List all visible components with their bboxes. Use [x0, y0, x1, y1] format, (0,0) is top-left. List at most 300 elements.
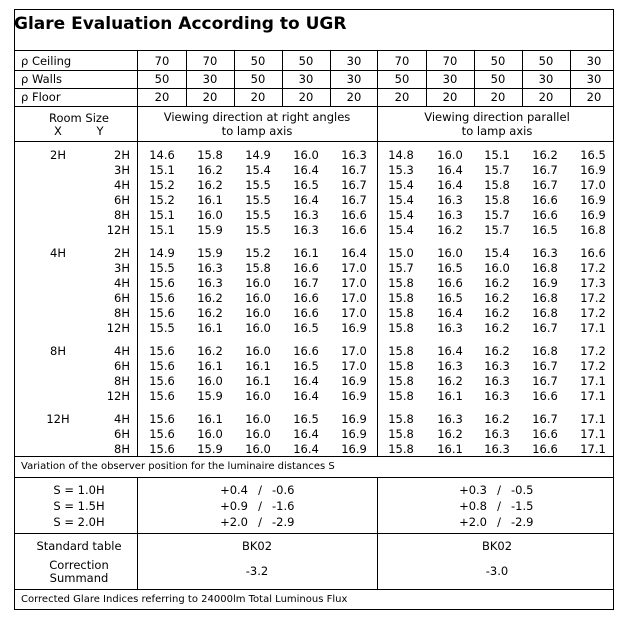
ugr-value: 16.6 — [293, 306, 319, 320]
ugr-value: 17.0 — [341, 344, 367, 358]
ugr-value: 15.6 — [149, 412, 175, 426]
room-x-value: 4H — [50, 246, 66, 260]
variation-right-plus: +2.0 — [220, 515, 248, 529]
ugr-value: 17.2 — [580, 306, 606, 320]
ugr-value: 15.2 — [149, 193, 175, 207]
ugr-value: 15.1 — [149, 163, 175, 177]
ugr-value: 16.0 — [197, 427, 223, 441]
ugr-value: 15.6 — [149, 291, 175, 305]
ugr-value: 16.6 — [293, 291, 319, 305]
rule-below-walls — [14, 88, 614, 89]
room-y-value: 6H — [114, 359, 130, 373]
ugr-value: 17.1 — [580, 412, 606, 426]
variation-parallel-sep: / — [497, 515, 501, 529]
ugr-value: 15.9 — [197, 389, 223, 403]
reflectance-ceiling-value: 50 — [298, 54, 314, 68]
ugr-value: 16.4 — [341, 246, 367, 260]
room-y-value: 8H — [114, 306, 130, 320]
ugr-value: 16.3 — [532, 246, 558, 260]
ugr-value: 16.8 — [532, 261, 558, 275]
ugr-value: 16.0 — [437, 246, 463, 260]
ugr-value: 16.3 — [293, 223, 319, 237]
room-y-value: 6H — [114, 427, 130, 441]
standard-table-right: BK02 — [241, 539, 273, 553]
ugr-value: 15.8 — [388, 427, 414, 441]
ugr-value: 15.9 — [197, 246, 223, 260]
ugr-value: 15.7 — [388, 261, 414, 275]
variation-s-label: S = 1.5H — [53, 499, 105, 513]
reflectance-walls-value: 30 — [586, 72, 602, 86]
variation-right-sep: / — [258, 483, 262, 497]
variation-parallel-sep: / — [497, 499, 501, 513]
ugr-value: 16.7 — [341, 193, 367, 207]
ugr-value: 16.7 — [532, 359, 558, 373]
ugr-value: 16.0 — [245, 306, 271, 320]
room-y-value: 3H — [114, 163, 130, 177]
refl-col-divider — [330, 50, 331, 106]
variation-parallel-minus: -2.9 — [511, 515, 534, 529]
ugr-value: 14.6 — [149, 148, 175, 162]
room-y-value: 3H — [114, 261, 130, 275]
ugr-value: 16.9 — [341, 321, 367, 335]
reflectance-floor-value: 20 — [202, 90, 218, 104]
ugr-value: 15.7 — [484, 163, 510, 177]
variation-parallel-sep: / — [497, 483, 501, 497]
room-y-value: 4H — [114, 344, 130, 358]
ugr-value: 15.6 — [149, 276, 175, 290]
ugr-value: 16.9 — [580, 193, 606, 207]
room-y-value: 12H — [106, 223, 130, 237]
reflectance-walls-value: 30 — [298, 72, 314, 86]
variation-parallel-minus: -1.5 — [511, 499, 534, 513]
ugr-value: 16.3 — [437, 412, 463, 426]
reflectance-floor-value: 20 — [538, 90, 554, 104]
ugr-value: 15.8 — [388, 412, 414, 426]
ugr-value: 16.5 — [437, 261, 463, 275]
ugr-value: 16.6 — [293, 344, 319, 358]
room-y-value: 2H — [114, 246, 130, 260]
ugr-value: 16.7 — [341, 178, 367, 192]
variation-caption: Variation of the observer position for the luminaire distances S — [21, 461, 335, 472]
correction-right: -3.2 — [245, 564, 269, 578]
rule-below-ceiling — [14, 70, 614, 71]
ugr-value: 15.8 — [245, 261, 271, 275]
ugr-value: 16.1 — [197, 193, 223, 207]
ugr-value: 15.9 — [197, 442, 223, 456]
reflectance-ceiling-value: 50 — [490, 54, 506, 68]
ugr-value: 15.8 — [388, 359, 414, 373]
ugr-value: 16.9 — [532, 276, 558, 290]
col-divider-label-lower — [137, 477, 138, 589]
ugr-value: 17.0 — [341, 359, 367, 373]
ugr-value: 16.6 — [293, 261, 319, 275]
ugr-value: 16.0 — [245, 427, 271, 441]
ugr-value: 15.8 — [388, 321, 414, 335]
ugr-value: 15.0 — [388, 246, 414, 260]
ugr-value: 15.8 — [484, 178, 510, 192]
ugr-value: 16.8 — [580, 223, 606, 237]
room-y-value: 4H — [114, 178, 130, 192]
ugr-value: 16.0 — [197, 208, 223, 222]
ugr-value: 16.1 — [437, 442, 463, 456]
ugr-value: 17.2 — [580, 291, 606, 305]
ugr-value: 16.7 — [532, 374, 558, 388]
room-y-value: 8H — [114, 374, 130, 388]
variation-right-minus: -2.9 — [272, 515, 295, 529]
ugr-value: 16.4 — [293, 427, 319, 441]
ugr-value: 15.1 — [149, 223, 175, 237]
ugr-value: 14.8 — [388, 148, 414, 162]
ugr-value: 16.0 — [245, 321, 271, 335]
ugr-value: 16.4 — [437, 178, 463, 192]
ugr-value: 16.6 — [532, 193, 558, 207]
reflectance-floor-value: 20 — [442, 90, 458, 104]
col-divider-direction-lower — [377, 477, 378, 589]
ugr-value: 15.6 — [149, 442, 175, 456]
room-y-value: 12H — [106, 389, 130, 403]
ugr-value: 16.2 — [197, 291, 223, 305]
room-size-header: Room Size — [48, 111, 110, 125]
variation-right-sep: / — [258, 515, 262, 529]
correction-parallel: -3.0 — [485, 564, 509, 578]
room-y-value: 2H — [114, 148, 130, 162]
ugr-value: 16.9 — [341, 442, 367, 456]
ugr-value: 17.0 — [341, 306, 367, 320]
ugr-value: 16.2 — [437, 427, 463, 441]
reflectance-floor-value: 20 — [250, 90, 266, 104]
ugr-value: 16.6 — [341, 208, 367, 222]
ugr-value: 15.4 — [388, 208, 414, 222]
reflectance-ceiling-value: 70 — [154, 54, 170, 68]
reflectance-walls-value: 30 — [346, 72, 362, 86]
parallel-header-sub: to lamp axis — [461, 124, 533, 138]
ugr-value: 16.7 — [293, 276, 319, 290]
ugr-value: 16.6 — [437, 276, 463, 290]
ugr-value: 16.4 — [437, 163, 463, 177]
variation-right-minus: -1.6 — [272, 499, 295, 513]
rule-below-data — [14, 456, 614, 457]
ugr-value: 16.9 — [341, 427, 367, 441]
ugr-value: 16.3 — [484, 374, 510, 388]
ugr-value: 16.1 — [245, 359, 271, 373]
variation-right-plus: +0.9 — [220, 499, 248, 513]
ugr-value: 17.0 — [341, 291, 367, 305]
room-y-value: 4H — [114, 276, 130, 290]
ugr-value: 16.2 — [437, 374, 463, 388]
ceiling-label: ρ Ceiling — [21, 54, 72, 68]
ugr-value: 15.5 — [245, 193, 271, 207]
ugr-value: 16.6 — [341, 223, 367, 237]
col-divider-label — [137, 50, 138, 456]
ugr-value: 17.1 — [580, 427, 606, 441]
ugr-value: 15.8 — [388, 344, 414, 358]
ugr-value: 15.8 — [388, 374, 414, 388]
ugr-value: 15.6 — [149, 389, 175, 403]
reflectance-ceiling-value: 50 — [250, 54, 266, 68]
ugr-value: 15.7 — [484, 208, 510, 222]
refl-col-divider — [426, 50, 427, 106]
reflectance-ceiling-value: 70 — [202, 54, 218, 68]
ugr-value: 16.0 — [245, 276, 271, 290]
room-y-value: 6H — [114, 291, 130, 305]
room-y-value: 6H — [114, 193, 130, 207]
ugr-value: 16.6 — [580, 246, 606, 260]
correction-label-sub: Summand — [49, 571, 109, 585]
ugr-value: 16.5 — [293, 412, 319, 426]
reflectance-floor-value: 20 — [346, 90, 362, 104]
variation-parallel-plus: +2.0 — [459, 515, 487, 529]
ugr-value: 15.4 — [388, 223, 414, 237]
ugr-value: 16.6 — [532, 442, 558, 456]
ugr-value: 15.2 — [149, 178, 175, 192]
ugr-value: 16.6 — [532, 208, 558, 222]
reflectance-floor-value: 20 — [154, 90, 170, 104]
reflectance-walls-value: 50 — [394, 72, 410, 86]
ugr-value: 16.0 — [293, 148, 319, 162]
variation-parallel-plus: +0.3 — [459, 483, 487, 497]
ugr-value: 16.2 — [484, 291, 510, 305]
ugr-value: 15.8 — [197, 148, 223, 162]
ugr-value: 16.3 — [437, 321, 463, 335]
reflectance-walls-value: 30 — [442, 72, 458, 86]
ugr-value: 16.3 — [484, 427, 510, 441]
ugr-value: 16.4 — [293, 374, 319, 388]
ugr-value: 16.5 — [437, 291, 463, 305]
ugr-value: 16.2 — [484, 412, 510, 426]
walls-label: ρ Walls — [21, 72, 63, 86]
ugr-value: 16.9 — [341, 412, 367, 426]
ugr-value: 15.1 — [149, 208, 175, 222]
ugr-value: 16.5 — [580, 148, 606, 162]
ugr-value: 16.7 — [341, 163, 367, 177]
variation-right-minus: -0.6 — [272, 483, 295, 497]
ugr-value: 16.2 — [197, 178, 223, 192]
rule-below-variation — [14, 533, 614, 534]
variation-right-sep: / — [258, 499, 262, 513]
ugr-value: 16.4 — [437, 306, 463, 320]
ugr-value: 16.0 — [197, 374, 223, 388]
ugr-value: 17.0 — [341, 261, 367, 275]
variation-right-plus: +0.4 — [220, 483, 248, 497]
ugr-value: 16.8 — [532, 291, 558, 305]
room-x-header: X — [54, 124, 62, 138]
ugr-value: 15.1 — [484, 148, 510, 162]
ugr-value: 16.1 — [197, 359, 223, 373]
ugr-value: 15.4 — [484, 246, 510, 260]
room-x-value: 8H — [50, 344, 66, 358]
ugr-value: 16.9 — [580, 208, 606, 222]
ugr-value: 15.8 — [388, 276, 414, 290]
correction-label: Correction — [49, 558, 109, 572]
ugr-value: 16.1 — [245, 374, 271, 388]
ugr-value: 15.2 — [245, 246, 271, 260]
variation-s-label: S = 1.0H — [53, 483, 105, 497]
ugr-value: 14.9 — [245, 148, 271, 162]
ugr-value: 16.2 — [197, 306, 223, 320]
reflectance-ceiling-value: 30 — [586, 54, 602, 68]
ugr-value: 15.5 — [149, 261, 175, 275]
ugr-value: 15.5 — [245, 208, 271, 222]
ugr-value: 15.5 — [149, 321, 175, 335]
ugr-value: 16.3 — [293, 208, 319, 222]
ugr-value: 15.6 — [149, 359, 175, 373]
ugr-value: 17.3 — [580, 276, 606, 290]
ugr-value: 16.2 — [484, 344, 510, 358]
ugr-value: 16.3 — [437, 208, 463, 222]
ugr-value: 16.4 — [293, 193, 319, 207]
rule-below-floor — [14, 106, 614, 107]
ugr-value: 17.0 — [341, 276, 367, 290]
ugr-value: 17.1 — [580, 374, 606, 388]
ugr-value: 16.4 — [293, 163, 319, 177]
ugr-value: 16.0 — [245, 442, 271, 456]
ugr-value: 16.0 — [245, 389, 271, 403]
ugr-value: 14.9 — [149, 246, 175, 260]
ugr-value: 16.9 — [341, 389, 367, 403]
col-divider-direction — [377, 50, 378, 456]
reflectance-ceiling-value: 70 — [442, 54, 458, 68]
ugr-value: 15.8 — [388, 291, 414, 305]
ugr-value: 16.1 — [197, 321, 223, 335]
ugr-value: 16.7 — [532, 321, 558, 335]
ugr-value: 15.3 — [388, 163, 414, 177]
variation-parallel-plus: +0.8 — [459, 499, 487, 513]
room-y-value: 8H — [114, 208, 130, 222]
ugr-value: 15.4 — [388, 193, 414, 207]
ugr-value: 16.1 — [437, 389, 463, 403]
ugr-value: 16.6 — [532, 427, 558, 441]
room-y-value: 8H — [114, 442, 130, 456]
ugr-value: 16.3 — [484, 389, 510, 403]
right-angles-header-sub: to lamp axis — [221, 124, 293, 138]
ugr-value: 16.5 — [532, 223, 558, 237]
ugr-value: 16.3 — [437, 193, 463, 207]
ugr-value: 17.2 — [580, 261, 606, 275]
ugr-value: 16.2 — [484, 306, 510, 320]
right-angles-header: Viewing direction at right angles — [163, 110, 351, 124]
reflectance-floor-value: 20 — [586, 90, 602, 104]
refl-col-divider — [234, 50, 235, 106]
standard-table-label: Standard table — [36, 539, 122, 553]
ugr-value: 15.9 — [197, 223, 223, 237]
refl-col-divider — [474, 50, 475, 106]
ugr-value: 16.4 — [293, 389, 319, 403]
reflectance-floor-value: 20 — [490, 90, 506, 104]
ugr-value: 16.9 — [580, 163, 606, 177]
ugr-value: 15.7 — [484, 223, 510, 237]
ugr-value: 16.3 — [437, 359, 463, 373]
ugr-value: 16.2 — [484, 321, 510, 335]
refl-col-divider — [570, 50, 571, 106]
room-x-value: 2H — [50, 148, 66, 162]
refl-col-divider — [186, 50, 187, 106]
ugr-value: 15.6 — [149, 306, 175, 320]
ugr-value: 16.3 — [484, 359, 510, 373]
reflectance-ceiling-value: 50 — [538, 54, 554, 68]
reflectance-ceiling-value: 70 — [394, 54, 410, 68]
rule-below-correction — [14, 589, 614, 590]
ugr-value: 16.3 — [341, 148, 367, 162]
variation-s-label: S = 2.0H — [53, 515, 105, 529]
page-title: Glare Evaluation According to UGR — [14, 14, 347, 34]
rule-below-header — [14, 141, 614, 142]
ugr-value: 16.2 — [484, 276, 510, 290]
ugr-value: 17.0 — [580, 178, 606, 192]
ugr-value: 16.8 — [532, 306, 558, 320]
rule-below-title — [14, 50, 614, 51]
ugr-value: 15.8 — [484, 193, 510, 207]
ugr-value: 16.0 — [245, 344, 271, 358]
room-y-value: 12H — [106, 321, 130, 335]
ugr-value: 15.5 — [245, 178, 271, 192]
ugr-value: 16.5 — [293, 178, 319, 192]
ugr-value: 17.1 — [580, 389, 606, 403]
ugr-value: 16.7 — [532, 178, 558, 192]
ugr-value: 16.2 — [532, 148, 558, 162]
ugr-value: 16.7 — [532, 412, 558, 426]
ugr-value: 16.1 — [293, 246, 319, 260]
room-y-header: Y — [96, 124, 104, 138]
ugr-value: 16.0 — [484, 261, 510, 275]
ugr-value: 17.2 — [580, 359, 606, 373]
ugr-value: 16.2 — [197, 344, 223, 358]
ugr-value: 16.7 — [532, 163, 558, 177]
footer-note: Corrected Glare Indices referring to 24000lm Total Luminous Flux — [21, 594, 348, 605]
ugr-value: 15.4 — [245, 163, 271, 177]
ugr-value: 16.0 — [245, 412, 271, 426]
reflectance-walls-value: 50 — [250, 72, 266, 86]
ugr-value: 16.4 — [293, 442, 319, 456]
room-y-value: 4H — [114, 412, 130, 426]
ugr-value: 15.6 — [149, 374, 175, 388]
rule-below-variation-caption — [14, 477, 614, 478]
ugr-value: 16.3 — [197, 261, 223, 275]
ugr-value: 16.5 — [293, 321, 319, 335]
reflectance-walls-value: 50 — [154, 72, 170, 86]
floor-label: ρ Floor — [21, 90, 61, 104]
reflectance-walls-value: 30 — [202, 72, 218, 86]
ugr-value: 15.8 — [388, 389, 414, 403]
ugr-value: 17.2 — [580, 344, 606, 358]
refl-col-divider — [522, 50, 523, 106]
ugr-value: 15.8 — [388, 442, 414, 456]
reflectance-ceiling-value: 30 — [346, 54, 362, 68]
ugr-value: 15.8 — [388, 306, 414, 320]
ugr-value: 16.3 — [197, 276, 223, 290]
room-x-value: 12H — [46, 412, 70, 426]
reflectance-walls-value: 50 — [490, 72, 506, 86]
ugr-value: 16.3 — [484, 442, 510, 456]
ugr-value: 15.6 — [149, 427, 175, 441]
reflectance-floor-value: 20 — [298, 90, 314, 104]
ugr-value: 16.4 — [437, 344, 463, 358]
ugr-value: 17.1 — [580, 321, 606, 335]
ugr-value: 15.4 — [388, 178, 414, 192]
parallel-header: Viewing direction parallel — [424, 110, 570, 124]
ugr-value: 16.1 — [197, 412, 223, 426]
ugr-value: 16.0 — [437, 148, 463, 162]
ugr-value: 16.0 — [245, 291, 271, 305]
ugr-value: 15.5 — [245, 223, 271, 237]
ugr-value: 15.6 — [149, 344, 175, 358]
ugr-value: 17.1 — [580, 442, 606, 456]
ugr-value: 16.6 — [532, 389, 558, 403]
ugr-value: 16.8 — [532, 344, 558, 358]
reflectance-walls-value: 30 — [538, 72, 554, 86]
reflectance-floor-value: 20 — [394, 90, 410, 104]
refl-col-divider — [282, 50, 283, 106]
ugr-value: 16.5 — [293, 359, 319, 373]
